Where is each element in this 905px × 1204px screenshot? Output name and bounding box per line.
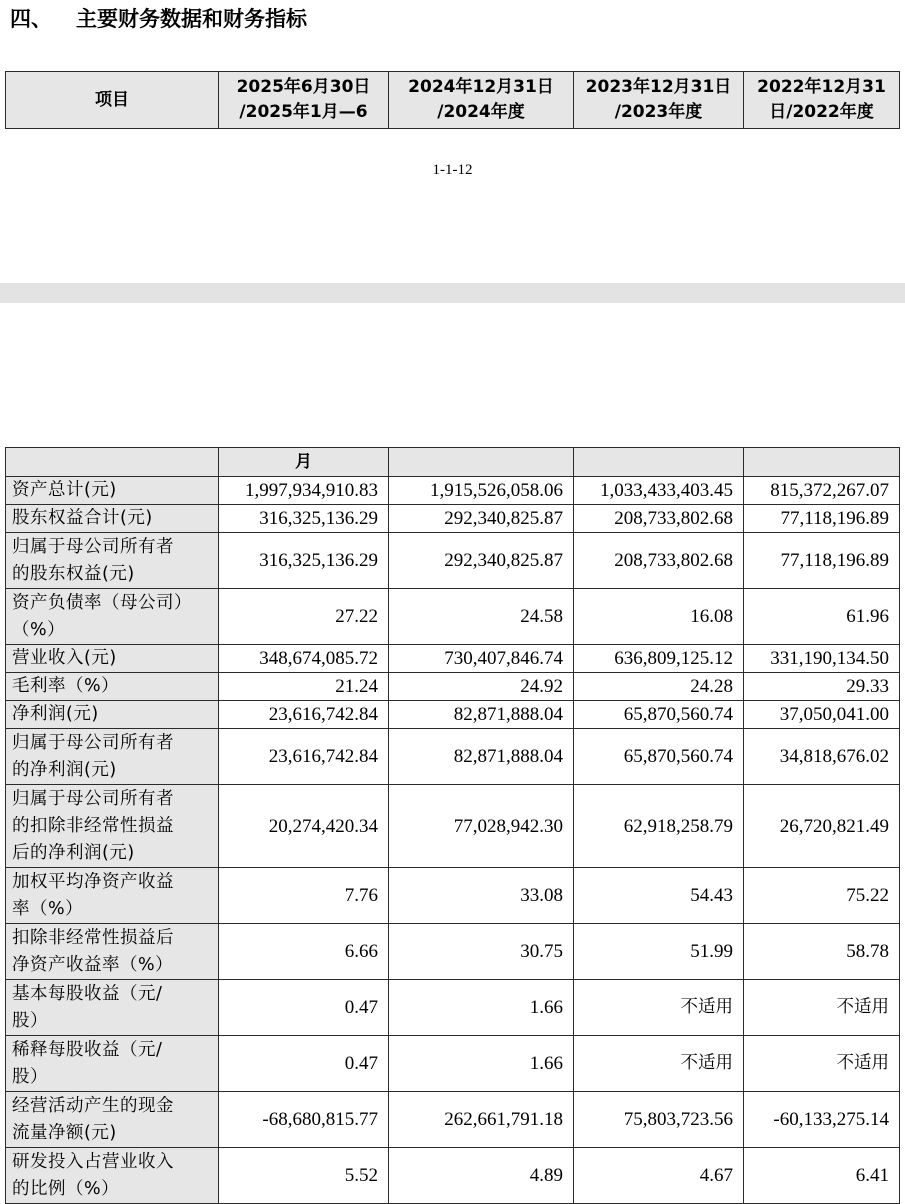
- row-label: [6, 785, 219, 868]
- header-col-2024-cont: [389, 448, 574, 477]
- table-row: [6, 924, 900, 980]
- row-label-line: 归属于母公司所有者: [12, 732, 174, 753]
- table-row: [6, 868, 900, 924]
- row-label: [6, 1036, 219, 1092]
- row-value: 75,803,723.56: [574, 1092, 744, 1148]
- row-value: 331,190,134.50: [744, 645, 900, 673]
- row-label-line: 的净利润(元): [12, 759, 117, 780]
- row-value: 82,871,888.04: [389, 729, 574, 785]
- row-label: [6, 589, 219, 645]
- row-value: 不适用: [744, 1036, 900, 1092]
- row-value: 1.66: [389, 1036, 574, 1092]
- row-label-line: 净利润(元): [12, 704, 99, 724]
- row-value: 21.24: [219, 673, 389, 701]
- row-value: 26,720,821.49: [744, 785, 900, 868]
- row-label: [6, 701, 219, 729]
- header-col-2024: 2024年12月31日 /2024年度: [389, 72, 574, 129]
- row-label: [6, 673, 219, 701]
- row-label-line: 扣除非经常性损益后: [12, 927, 174, 948]
- row-label-line: 基本每股收益（元/: [12, 983, 163, 1004]
- row-label: [6, 645, 219, 673]
- row-label: [6, 729, 219, 785]
- row-value: 6.66: [219, 924, 389, 980]
- row-value: 33.08: [389, 868, 574, 924]
- row-value: 不适用: [744, 980, 900, 1036]
- row-value: 208,733,802.68: [574, 533, 744, 589]
- row-label: [6, 505, 219, 533]
- section-title: [10, 4, 307, 34]
- table-row: [6, 1148, 900, 1204]
- row-value: 636,809,125.12: [574, 645, 744, 673]
- row-value: 82,871,888.04: [389, 701, 574, 729]
- row-value: 262,661,791.18: [389, 1092, 574, 1148]
- financial-table-header: [5, 71, 900, 129]
- row-value: 16.08: [574, 589, 744, 645]
- row-label-line: 研发投入占营业收入: [12, 1151, 174, 1172]
- row-value: 348,674,085.72: [219, 645, 389, 673]
- row-value: 23,616,742.84: [219, 701, 389, 729]
- row-label-line: 流量净额(元): [12, 1122, 117, 1143]
- table-row: [6, 980, 900, 1036]
- row-value: 不适用: [574, 1036, 744, 1092]
- row-label-line: 率（%）: [12, 898, 84, 919]
- row-value: 7.76: [219, 868, 389, 924]
- row-value: 1,033,433,403.45: [574, 477, 744, 505]
- header-col-2023-cont: [574, 448, 744, 477]
- row-value: 58.78: [744, 924, 900, 980]
- row-value: 6.41: [744, 1148, 900, 1204]
- row-value: 0.47: [219, 980, 389, 1036]
- row-value: 316,325,136.29: [219, 505, 389, 533]
- row-value: 24.28: [574, 673, 744, 701]
- row-label-line: 加权平均净资产收益: [12, 871, 174, 892]
- row-value: 4.67: [574, 1148, 744, 1204]
- row-value: 1,915,526,058.06: [389, 477, 574, 505]
- row-label-line: （%）: [12, 619, 66, 640]
- row-value: 30.75: [389, 924, 574, 980]
- row-label-line: 毛利率（%）: [12, 676, 120, 696]
- row-value: 77,028,942.30: [389, 785, 574, 868]
- table-row: [6, 1036, 900, 1092]
- header-item-cont: [6, 448, 219, 477]
- row-label-line: 净资产收益率（%）: [12, 954, 174, 975]
- row-value: 4.89: [389, 1148, 574, 1204]
- row-value: 292,340,825.87: [389, 505, 574, 533]
- row-value: 65,870,560.74: [574, 701, 744, 729]
- table-header-row: [6, 72, 900, 129]
- row-value: -60,133,275.14: [744, 1092, 900, 1148]
- row-label: [6, 533, 219, 589]
- header-col-2022: 2022年12月31 日/2022年度: [744, 72, 900, 129]
- row-value: 208,733,802.68: [574, 505, 744, 533]
- row-label-line: 后的净利润(元): [12, 842, 135, 863]
- row-value: 5.52: [219, 1148, 389, 1204]
- row-value: 37,050,041.00: [744, 701, 900, 729]
- row-value: 27.22: [219, 589, 389, 645]
- row-value: 292,340,825.87: [389, 533, 574, 589]
- row-label: [6, 477, 219, 505]
- row-label: [6, 1092, 219, 1148]
- row-label: [6, 1148, 219, 1204]
- row-value: 24.58: [389, 589, 574, 645]
- table-row: [6, 785, 900, 868]
- table-row: [6, 533, 900, 589]
- row-label-line: 股）: [12, 1066, 48, 1087]
- row-value: 不适用: [574, 980, 744, 1036]
- row-label: [6, 980, 219, 1036]
- row-label-line: 的扣除非经常性损益: [12, 815, 174, 836]
- table-row: [6, 477, 900, 505]
- header-item: 项目: [6, 72, 219, 129]
- row-value: 34,818,676.02: [744, 729, 900, 785]
- row-label: [6, 924, 219, 980]
- row-value: -68,680,815.77: [219, 1092, 389, 1148]
- row-label-line: 稀释每股收益（元/: [12, 1039, 163, 1060]
- row-value: 62,918,258.79: [574, 785, 744, 868]
- row-label-line: 的比例（%）: [12, 1178, 120, 1199]
- row-value: 1.66: [389, 980, 574, 1036]
- header-col-2022-cont: [744, 448, 900, 477]
- row-value: 730,407,846.74: [389, 645, 574, 673]
- row-label-line: 经营活动产生的现金: [12, 1095, 174, 1116]
- table-row: [6, 729, 900, 785]
- financial-table: [5, 447, 900, 1204]
- row-value: 0.47: [219, 1036, 389, 1092]
- row-label-line: 资产总计(元): [12, 480, 117, 500]
- row-label-line: 股）: [12, 1010, 48, 1031]
- section-heading: 主要财务数据和财务指标: [76, 7, 307, 31]
- row-value: 24.92: [389, 673, 574, 701]
- table-header-continuation: [6, 448, 900, 477]
- row-value: 815,372,267.07: [744, 477, 900, 505]
- row-value: 61.96: [744, 589, 900, 645]
- row-label-line: 归属于母公司所有者: [12, 788, 174, 809]
- row-label-line: 归属于母公司所有者: [12, 536, 174, 557]
- row-value: 75.22: [744, 868, 900, 924]
- table-row: [6, 673, 900, 701]
- table-row: [6, 1092, 900, 1148]
- table-row: [6, 645, 900, 673]
- page-number: 1-1-12: [432, 162, 473, 178]
- header-col-2025-cont: 月: [219, 448, 389, 477]
- row-label-line: 营业收入(元): [12, 648, 117, 668]
- row-label-line: 股东权益合计(元): [12, 508, 153, 528]
- row-value: 29.33: [744, 673, 900, 701]
- row-label: [6, 868, 219, 924]
- row-value: 20,274,420.34: [219, 785, 389, 868]
- row-value: 77,118,196.89: [744, 505, 900, 533]
- table-row: [6, 505, 900, 533]
- row-label-line: 资产负债率（母公司）: [12, 592, 192, 613]
- table-row: [6, 701, 900, 729]
- header-col-2025: 2025年6月30日 /2025年1月—6: [219, 72, 389, 129]
- section-number: 四、: [10, 7, 52, 31]
- row-value: 77,118,196.89: [744, 533, 900, 589]
- row-value: 54.43: [574, 868, 744, 924]
- table-row: [6, 589, 900, 645]
- row-value: 23,616,742.84: [219, 729, 389, 785]
- row-value: 1,997,934,910.83: [219, 477, 389, 505]
- row-value: 65,870,560.74: [574, 729, 744, 785]
- row-value: 316,325,136.29: [219, 533, 389, 589]
- header-col-2023: 2023年12月31日 /2023年度: [574, 72, 744, 129]
- row-label-line: 的股东权益(元): [12, 563, 135, 584]
- page-separator: [0, 283, 905, 303]
- row-value: 51.99: [574, 924, 744, 980]
